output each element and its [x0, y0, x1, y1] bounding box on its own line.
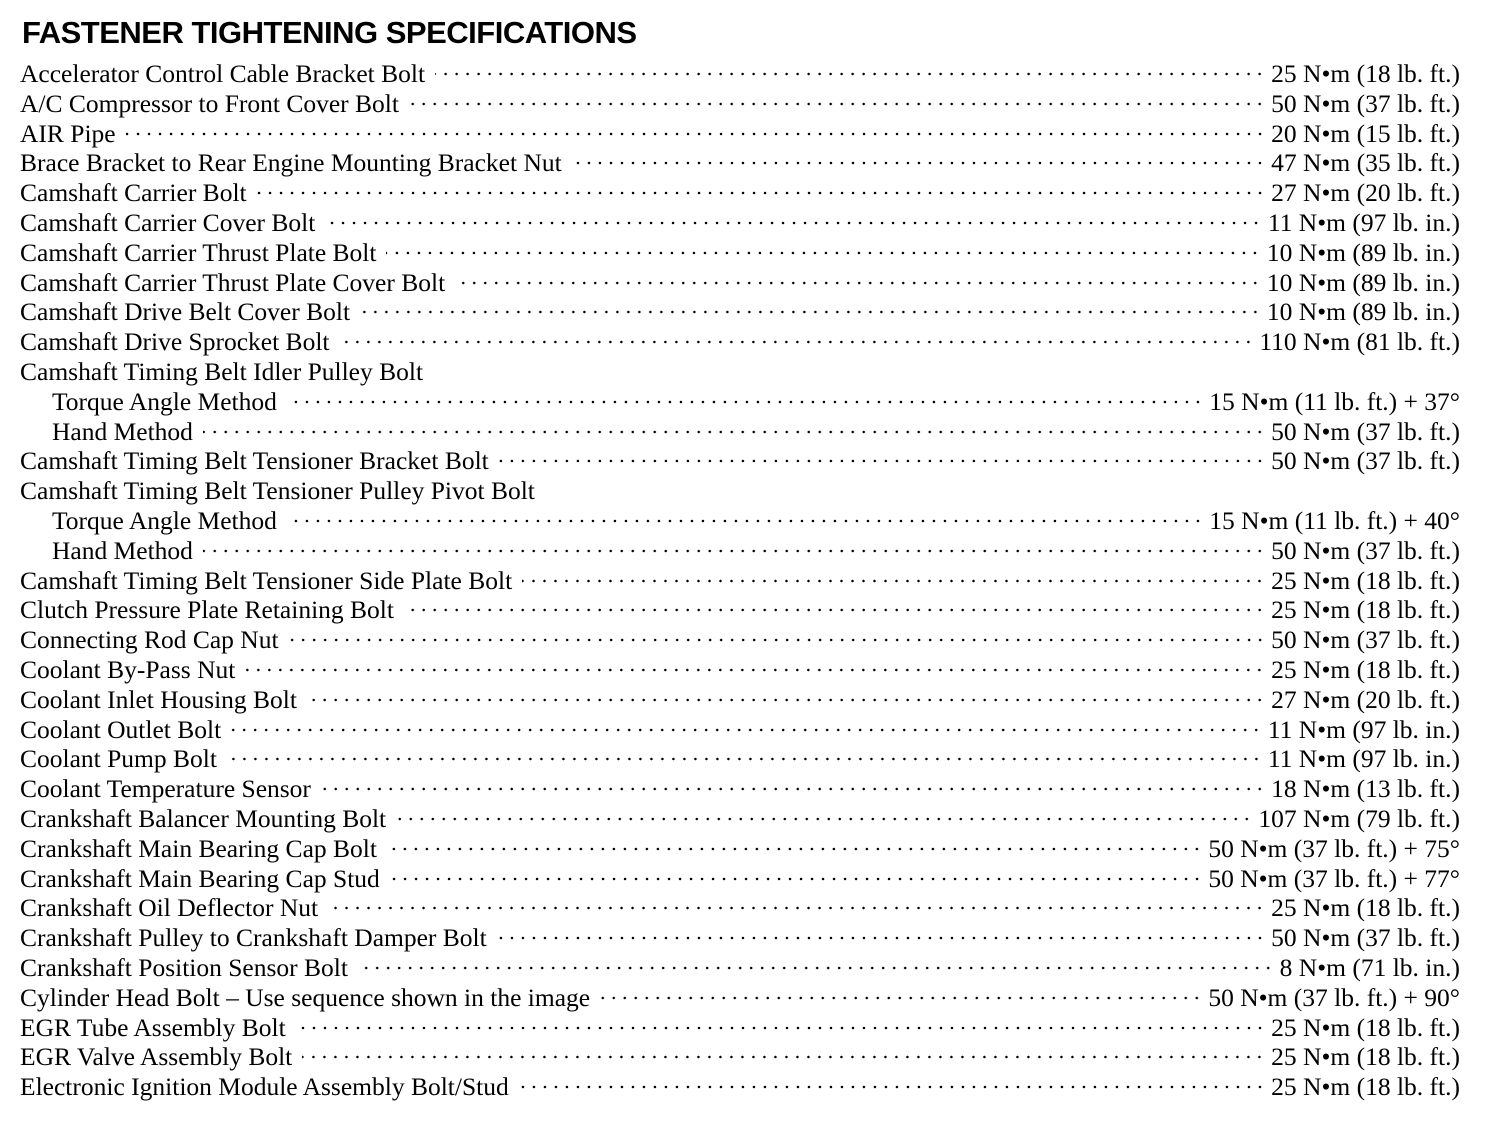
spec-label: A/C Compressor to Front Cover Bolt: [20, 88, 399, 118]
dot-leader: [358, 966, 1274, 970]
spec-label: Crankshaft Position Sensor Bolt: [20, 952, 348, 982]
dot-leader: [572, 161, 1265, 165]
spec-label: Crankshaft Pulley to Crankshaft Damper Bolt: [20, 923, 487, 953]
spec-label: Camshaft Carrier Thrust Plate Cover Bolt: [20, 267, 446, 297]
dot-leader: [435, 72, 1265, 76]
spec-label: Camshaft Timing Belt Tensioner Pulley Pivot Bolt: [20, 476, 535, 506]
spec-row: [20, 387, 1460, 417]
spec-row: [20, 119, 1460, 149]
spec-label: Coolant Temperature Sensor: [20, 774, 311, 804]
spec-label: EGR Valve Assembly Bolt: [20, 1042, 293, 1072]
spec-row: [20, 744, 1460, 774]
spec-torque-value: 25 N•m (18 lb. ft.): [1271, 1072, 1460, 1102]
spec-row: [20, 297, 1460, 327]
spec-torque-value: 18 N•m (13 lb. ft.): [1271, 774, 1460, 804]
spec-torque-value: 50 N•m (37 lb. ft.) + 90°: [1208, 982, 1460, 1012]
spec-row: [20, 1042, 1460, 1072]
spec-row: [20, 655, 1460, 685]
spec-row: [20, 625, 1460, 655]
spec-label: Crankshaft Main Bearing Cap Stud: [20, 863, 380, 893]
spec-row: [20, 208, 1460, 238]
spec-label: Torque Angle Method: [52, 386, 277, 416]
spec-label: Coolant Pump Bolt: [20, 744, 217, 774]
page-title: FASTENER TIGHTENING SPECIFICATIONS: [22, 15, 637, 50]
spec-row: [20, 268, 1460, 298]
dot-leader: [386, 251, 1260, 255]
dot-leader: [203, 430, 1265, 434]
spec-row: [20, 417, 1460, 447]
dot-leader: [387, 847, 1202, 851]
spec-label: Camshaft Carrier Cover Bolt: [20, 207, 316, 237]
dot-leader: [302, 1055, 1265, 1059]
spec-label: Camshaft Carrier Bolt: [20, 178, 247, 208]
spec-label: Torque Angle Method: [52, 505, 277, 535]
spec-row: [20, 595, 1460, 625]
dot-leader: [360, 310, 1261, 314]
spec-torque-value: 25 N•m (18 lb. ft.): [1271, 1012, 1460, 1042]
spec-label: Coolant By-Pass Nut: [20, 654, 236, 684]
spec-torque-value: 50 N•m (37 lb. ft.): [1271, 535, 1460, 565]
spec-row: [20, 148, 1460, 178]
spec-label: Camshaft Drive Sprocket Bolt: [20, 327, 330, 357]
spec-torque-value: 15 N•m (11 lb. ft.) + 40°: [1209, 505, 1460, 535]
spec-torque-value: 50 N•m (37 lb. ft.): [1271, 416, 1460, 446]
spec-row: [20, 89, 1460, 119]
spec-row: [20, 178, 1460, 208]
spec-row: [20, 1072, 1460, 1102]
spec-torque-value: 47 N•m (35 lb. ft.): [1271, 148, 1460, 178]
spec-torque-value: 27 N•m (20 lb. ft.): [1271, 684, 1460, 714]
spec-row: [20, 983, 1460, 1013]
spec-label: Camshaft Timing Belt Tensioner Side Plate Bolt: [20, 565, 513, 595]
spec-row: [20, 864, 1460, 894]
spec-row: [20, 715, 1460, 745]
spec-torque-value: 11 N•m (97 lb. in.): [1267, 714, 1460, 744]
spec-torque-value: 107 N•m (79 lb. ft.): [1258, 803, 1460, 833]
spec-group-heading: [20, 357, 1460, 387]
spec-label: AIR Pipe: [20, 118, 116, 148]
spec-label: Hand Method: [52, 535, 193, 565]
dot-leader: [203, 549, 1265, 553]
dot-leader: [340, 340, 1254, 344]
dot-leader: [231, 728, 1262, 732]
spec-torque-value: 25 N•m (18 lb. ft.): [1271, 595, 1460, 625]
spec-torque-value: 11 N•m (97 lb. in.): [1267, 744, 1460, 774]
spec-torque-value: 110 N•m (81 lb. ft.): [1259, 327, 1460, 357]
spec-label: Brace Bracket to Rear Engine Mounting Bracket Nut: [20, 148, 562, 178]
spec-label: Crankshaft Main Bearing Cap Bolt: [20, 833, 377, 863]
spec-row: [20, 685, 1460, 715]
spec-label: Crankshaft Oil Deflector Nut: [20, 893, 319, 923]
dot-leader: [126, 132, 1266, 136]
spec-torque-value: 11 N•m (97 lb. in.): [1267, 207, 1460, 237]
spec-label: Accelerator Control Cable Bracket Bolt: [20, 59, 426, 88]
spec-label: Hand Method: [52, 416, 193, 446]
spec-row: [20, 506, 1460, 536]
spec-label: Coolant Outlet Bolt: [20, 714, 222, 744]
dot-leader: [404, 608, 1265, 612]
spec-label: Camshaft Carrier Thrust Plate Bolt: [20, 237, 377, 267]
spec-label: Cylinder Head Bolt – Use sequence shown in the image: [20, 982, 591, 1012]
spec-row: [20, 774, 1460, 804]
dot-leader: [497, 936, 1265, 940]
spec-row: [20, 327, 1460, 357]
dot-leader: [287, 519, 1203, 523]
spec-torque-value: 50 N•m (37 lb. ft.): [1271, 88, 1460, 118]
spec-torque-value: 50 N•m (37 lb. ft.) + 75°: [1208, 833, 1460, 863]
dot-leader: [600, 996, 1202, 1000]
spec-row: [20, 446, 1460, 476]
spec-torque-value: 10 N•m (89 lb. in.): [1266, 267, 1460, 297]
dot-leader: [245, 668, 1265, 672]
spec-label: Electronic Ignition Module Assembly Bolt/Stud: [20, 1072, 509, 1102]
spec-row: [20, 536, 1460, 566]
spec-row: [20, 59, 1460, 89]
spec-torque-value: 10 N•m (89 lb. in.): [1266, 297, 1460, 327]
spec-list: [20, 59, 1460, 1102]
spec-torque-value: 8 N•m (71 lb. in.): [1279, 952, 1460, 982]
spec-torque-value: 25 N•m (18 lb. ft.): [1271, 893, 1460, 923]
dot-leader: [390, 877, 1203, 881]
spec-row: [20, 834, 1460, 864]
dot-leader: [307, 698, 1265, 702]
spec-torque-value: 20 N•m (15 lb. ft.): [1271, 118, 1460, 148]
dot-leader: [455, 281, 1261, 285]
spec-torque-value: 25 N•m (18 lb. ft.): [1271, 565, 1460, 595]
spec-torque-value: 25 N•m (18 lb. ft.): [1271, 59, 1460, 88]
dot-leader: [325, 221, 1262, 225]
spec-label: Clutch Pressure Plate Retaining Bolt: [20, 595, 394, 625]
spec-torque-value: 27 N•m (20 lb. ft.): [1271, 178, 1460, 208]
spec-torque-value: 15 N•m (11 lb. ft.) + 37°: [1209, 386, 1460, 416]
spec-label: Coolant Inlet Housing Bolt: [20, 684, 297, 714]
spec-row: [20, 238, 1460, 268]
dot-leader: [499, 459, 1265, 463]
spec-label: Camshaft Timing Belt Idler Pulley Bolt: [20, 356, 424, 386]
spec-label: Connecting Rod Cap Nut: [20, 625, 279, 655]
dot-leader: [409, 102, 1265, 106]
spec-torque-value: 50 N•m (37 lb. ft.): [1271, 446, 1460, 476]
spec-row: [20, 804, 1460, 834]
dot-leader: [396, 817, 1252, 821]
spec-label: Crankshaft Balancer Mounting Bolt: [20, 803, 387, 833]
spec-row: [20, 566, 1460, 596]
dot-leader: [227, 757, 1262, 761]
spec-row: [20, 893, 1460, 923]
spec-torque-value: 50 N•m (37 lb. ft.): [1271, 625, 1460, 655]
dot-leader: [289, 638, 1266, 642]
spec-label: EGR Tube Assembly Bolt: [20, 1012, 286, 1042]
spec-torque-value: 25 N•m (18 lb. ft.): [1271, 654, 1460, 684]
dot-leader: [257, 191, 1266, 195]
spec-torque-value: 25 N•m (18 lb. ft.): [1271, 1042, 1460, 1072]
spec-row: [20, 953, 1460, 983]
dot-leader: [287, 400, 1203, 404]
spec-row: [20, 923, 1460, 953]
dot-leader: [328, 906, 1265, 910]
dot-leader: [296, 1026, 1265, 1030]
dot-leader: [321, 787, 1265, 791]
spec-row: [20, 1013, 1460, 1043]
spec-torque-value: 10 N•m (89 lb. in.): [1266, 237, 1460, 267]
spec-torque-value: 50 N•m (37 lb. ft.) + 77°: [1208, 863, 1460, 893]
spec-group-heading: [20, 476, 1460, 506]
spec-label: Camshaft Drive Belt Cover Bolt: [20, 297, 351, 327]
dot-leader: [522, 579, 1265, 583]
dot-leader: [519, 1085, 1265, 1089]
spec-torque-value: 50 N•m (37 lb. ft.): [1271, 923, 1460, 953]
spec-label: Camshaft Timing Belt Tensioner Bracket Bolt: [20, 446, 489, 476]
